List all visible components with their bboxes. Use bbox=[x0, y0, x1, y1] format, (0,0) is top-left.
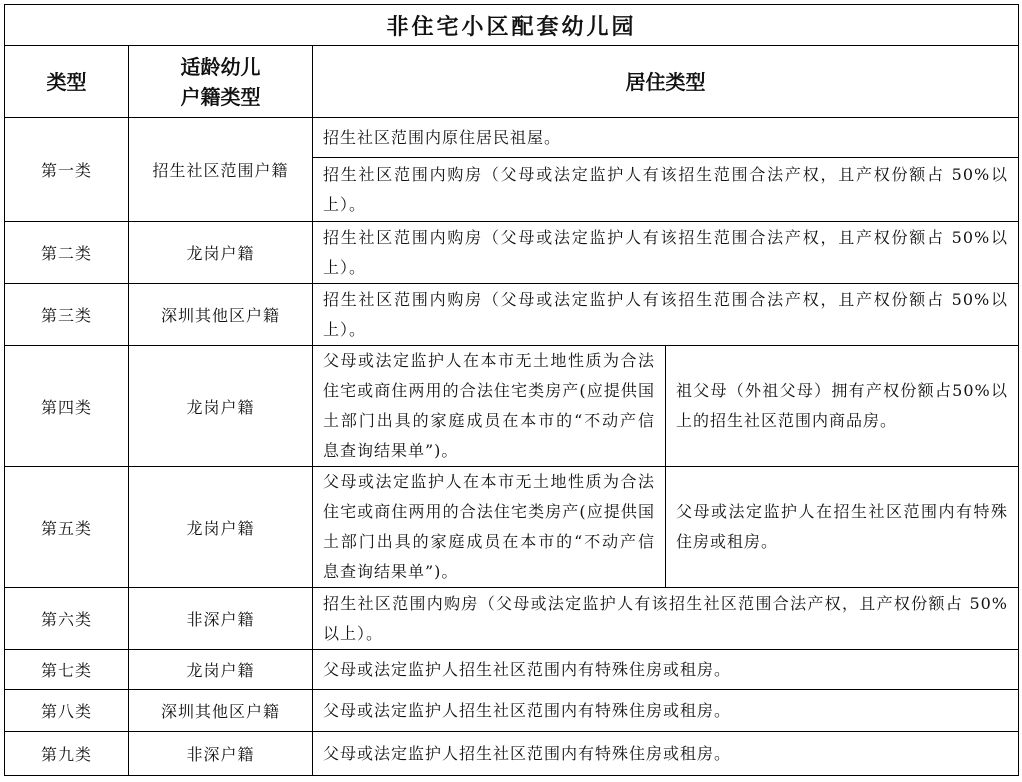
row-type: 第一类 bbox=[5, 118, 129, 222]
row-type: 第四类 bbox=[5, 346, 129, 467]
row-residence: 父母或法定监护人招生社区范围内有特殊住房或租房。 bbox=[313, 690, 1019, 732]
row-hukou: 非深户籍 bbox=[129, 588, 313, 650]
row-type: 第九类 bbox=[5, 732, 129, 776]
row-hukou: 龙岗户籍 bbox=[129, 222, 313, 284]
row-hukou: 龙岗户籍 bbox=[129, 346, 313, 467]
table-row bbox=[5, 588, 1019, 650]
row-residence-left: 父母或法定监护人在本市无土地性质为合法住宅或商住两用的合法住宅类房产(应提供国土部门出具的家庭成员在本市的“不动产信息查询结果单”)。 bbox=[313, 346, 666, 467]
row-residence: 招生社区范围内购房（父母或法定监护人有该招生范围合法产权，且产权份额占 50%以上）。 bbox=[313, 284, 1019, 346]
row-residence: 招生社区范围内购房（父母或法定监护人有该招生范围合法产权，且产权份额占 50%以上）。 bbox=[313, 222, 1019, 284]
row-residence: 招生社区范围内购房（父母或法定监护人有该招生范围合法产权，且产权份额占 50%以上）。 bbox=[313, 158, 1019, 222]
row-residence-right: 父母或法定监护人在招生社区范围内有特殊住房或租房。 bbox=[666, 467, 1019, 588]
header-hukou bbox=[129, 46, 313, 118]
header-hukou-line1: 适龄幼儿 bbox=[180, 54, 261, 79]
header-type: 类型 bbox=[5, 46, 129, 118]
row-hukou: 非深户籍 bbox=[129, 732, 313, 776]
row-type: 第七类 bbox=[5, 650, 129, 690]
row-hukou: 龙岗户籍 bbox=[129, 650, 313, 690]
row-hukou: 深圳其他区户籍 bbox=[129, 690, 313, 732]
row-residence-right: 祖父母（外祖父母）拥有产权份额占50%以上的招生社区范围内商品房。 bbox=[666, 346, 1019, 467]
table-row bbox=[5, 690, 1019, 732]
header-hukou-line2: 户籍类型 bbox=[180, 84, 261, 109]
row-hukou: 深圳其他区户籍 bbox=[129, 284, 313, 346]
table-row bbox=[5, 284, 1019, 346]
row-hukou: 招生社区范围户籍 bbox=[129, 118, 313, 222]
row-residence-left: 父母或法定监护人在本市无土地性质为合法住宅或商住两用的合法住宅类房产(应提供国土部门出具的家庭成员在本市的“不动产信息查询结果单”)。 bbox=[313, 467, 666, 588]
row-type: 第三类 bbox=[5, 284, 129, 346]
row-residence: 招生社区范围内购房（父母或法定监护人有该招生社区范围合法产权，且产权份额占 50%以上）。 bbox=[313, 588, 1019, 650]
table-row bbox=[5, 467, 1019, 588]
row-hukou: 龙岗户籍 bbox=[129, 467, 313, 588]
table-row bbox=[5, 346, 1019, 467]
row-type: 第二类 bbox=[5, 222, 129, 284]
table-title: 非住宅小区配套幼儿园 bbox=[5, 5, 1019, 46]
table-row bbox=[5, 118, 1019, 158]
kindergarten-enrollment-table bbox=[4, 4, 1019, 776]
row-type: 第五类 bbox=[5, 467, 129, 588]
row-residence: 父母或法定监护人招生社区范围内有特殊住房或租房。 bbox=[313, 650, 1019, 690]
table-row bbox=[5, 732, 1019, 776]
row-type: 第六类 bbox=[5, 588, 129, 650]
table-row bbox=[5, 222, 1019, 284]
table-row bbox=[5, 650, 1019, 690]
row-type: 第八类 bbox=[5, 690, 129, 732]
row-residence: 父母或法定监护人招生社区范围内有特殊住房或租房。 bbox=[313, 732, 1019, 776]
header-residence: 居住类型 bbox=[313, 46, 1019, 118]
row-residence: 招生社区范围内原住居民祖屋。 bbox=[313, 118, 1019, 158]
